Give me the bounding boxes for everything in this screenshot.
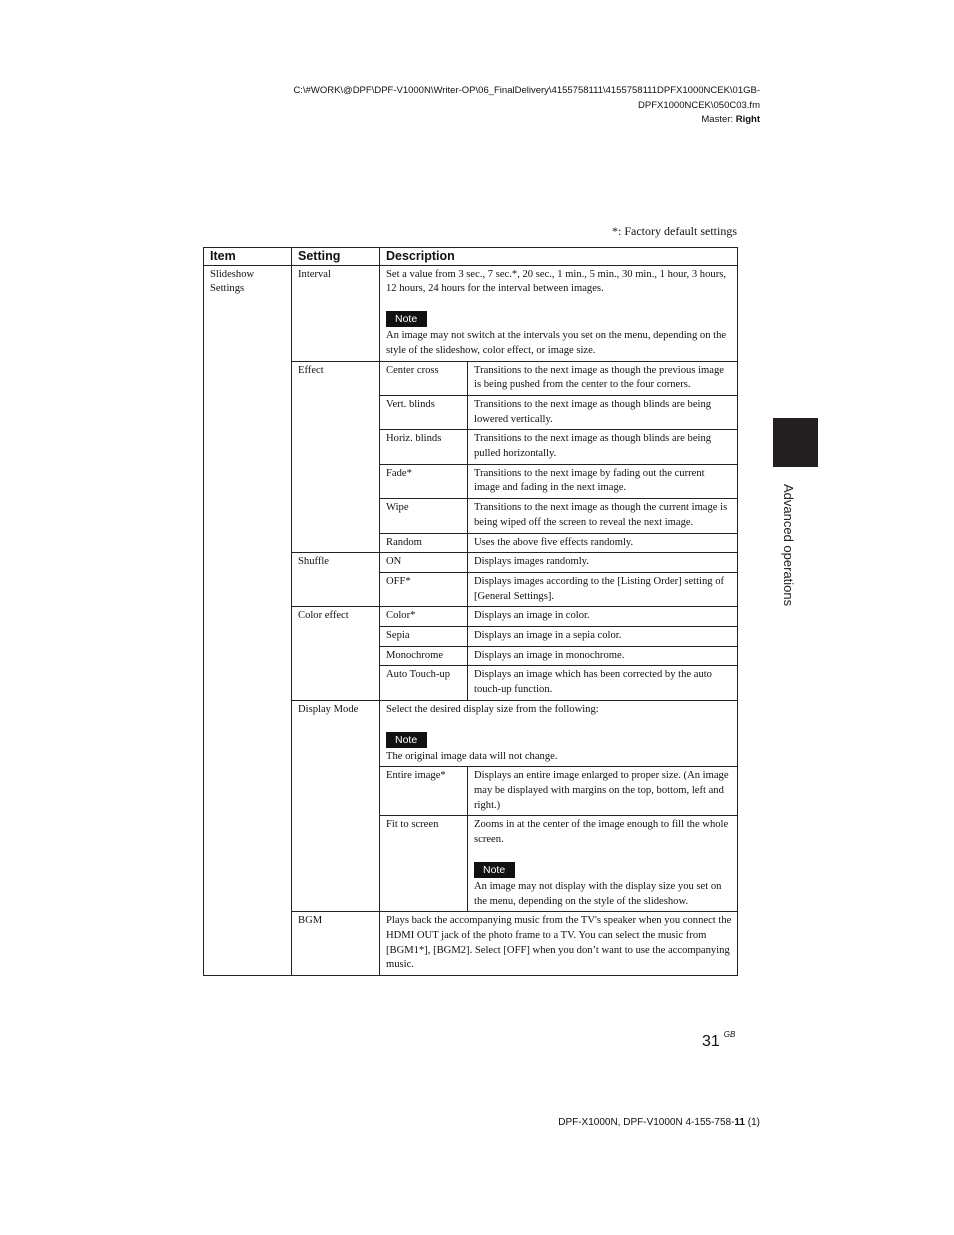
fit-to-screen-note: An image may not display with the display size you set on the menu, depending on the style of the slideshow. (474, 880, 722, 907)
option-description (468, 816, 738, 912)
option-description: Displays an image in monochrome. (468, 646, 738, 666)
file-path-header (293, 84, 760, 128)
note-label: Note (474, 862, 515, 878)
option-cell: Color* (380, 607, 468, 627)
page-suffix: GB (723, 1030, 736, 1039)
header-description: Description (380, 248, 738, 266)
slideshow-settings-table (203, 247, 738, 976)
option-description: Displays an image which has been corrected by the auto touch-up function. (468, 666, 738, 700)
file-path-line1: C:\#WORK\@DPF\DPF-V1000N\Writer-OP\06_FinalDelivery\4155758111\4155758111DPFX1000NCEK\01GB- (293, 85, 760, 96)
option-cell: Horiz. blinds (380, 430, 468, 464)
option-cell: Center cross (380, 361, 468, 395)
option-description: Transitions to the next image as though blinds are being pulled horizontally. (468, 430, 738, 464)
setting-cell: Display Mode (292, 700, 380, 911)
description-cell (380, 265, 738, 361)
item-cell: Slideshow Settings (204, 265, 292, 975)
setting-cell: Effect (292, 361, 380, 553)
setting-cell: Color effect (292, 607, 380, 701)
fit-to-screen-description: Zooms in at the center of the image enough to fill the whole screen. (474, 819, 729, 846)
option-cell: Vert. blinds (380, 395, 468, 429)
option-cell: Sepia (380, 627, 468, 647)
file-path-line2: DPFX1000NCEK\050C03.fm (638, 99, 760, 111)
option-description: Displays an image in a sepia color. (468, 627, 738, 647)
master-value: Right (735, 114, 760, 125)
option-cell: Fade* (380, 464, 468, 498)
display-mode-note: The original image data will not change. (386, 750, 558, 762)
option-cell: Fit to screen (380, 816, 468, 912)
option-description: Displays images randomly. (468, 553, 738, 573)
option-cell: Wipe (380, 499, 468, 533)
header-item: Item (204, 248, 292, 266)
option-cell: Entire image* (380, 767, 468, 816)
option-description: Transitions to the next image by fading out the current image and fading in the next image. (468, 464, 738, 498)
description-cell: Plays back the accompanying music from the TV's speaker when you connect the HDMI OUT jack of the photo frame to a TV. You can select the music from [BGM1*], [BGM2]. Select [OFF] when you don’t want to use the accompanying music. (380, 912, 738, 976)
footer-tail: (1) (745, 1117, 760, 1128)
page-number-value: 31 (702, 1033, 720, 1050)
option-cell: Monochrome (380, 646, 468, 666)
option-description: Displays an entire image enlarged to proper size. (An image may be displayed with margins on the top, bottom, left and right.) (468, 767, 738, 816)
page-number (702, 1030, 735, 1051)
footer-model-line (558, 1117, 760, 1128)
footer-models: DPF-X1000N, DPF-V1000N 4-155-758- (558, 1117, 735, 1128)
option-cell: ON (380, 553, 468, 573)
master-line (293, 113, 760, 128)
setting-cell: BGM (292, 912, 380, 976)
option-cell: OFF* (380, 572, 468, 606)
option-description: Displays an image in color. (468, 607, 738, 627)
setting-cell: Shuffle (292, 553, 380, 607)
chapter-tab-marker (773, 418, 818, 467)
master-label: Master: (701, 114, 734, 125)
footer-rev: 11 (734, 1117, 745, 1128)
option-description: Transitions to the next image as though the previous image is being pushed from the center to the four corners. (468, 361, 738, 395)
factory-default-note: *: Factory default settings (612, 224, 737, 238)
description-cell (380, 700, 738, 766)
option-description: Transitions to the next image as though blinds are being lowered vertically. (468, 395, 738, 429)
note-label: Note (386, 311, 427, 327)
option-description: Displays images according to the [Listing Order] setting of [General Settings]. (468, 572, 738, 606)
option-description: Uses the above five effects randomly. (468, 533, 738, 553)
table-row (204, 265, 738, 361)
setting-cell: Interval (292, 265, 380, 361)
chapter-side-label: Advanced operations (781, 484, 796, 607)
interval-note: An image may not switch at the intervals you set on the menu, depending on the style of the slideshow, color effect, or image size. (386, 330, 727, 356)
table-header-row (204, 248, 738, 266)
display-mode-description: Select the desired display size from the following: (386, 703, 599, 715)
note-label: Note (386, 732, 427, 748)
option-cell: Random (380, 533, 468, 553)
option-cell: Auto Touch-up (380, 666, 468, 700)
option-description: Transitions to the next image as though the current image is being wiped off the screen to reveal the next image. (468, 499, 738, 533)
header-setting: Setting (292, 248, 380, 266)
interval-description: Set a value from 3 sec., 7 sec.*, 20 sec., 1 min., 5 min., 30 min., 1 hour, 3 hours, 12 hours, 24 hours for the interval between images. (386, 268, 726, 295)
